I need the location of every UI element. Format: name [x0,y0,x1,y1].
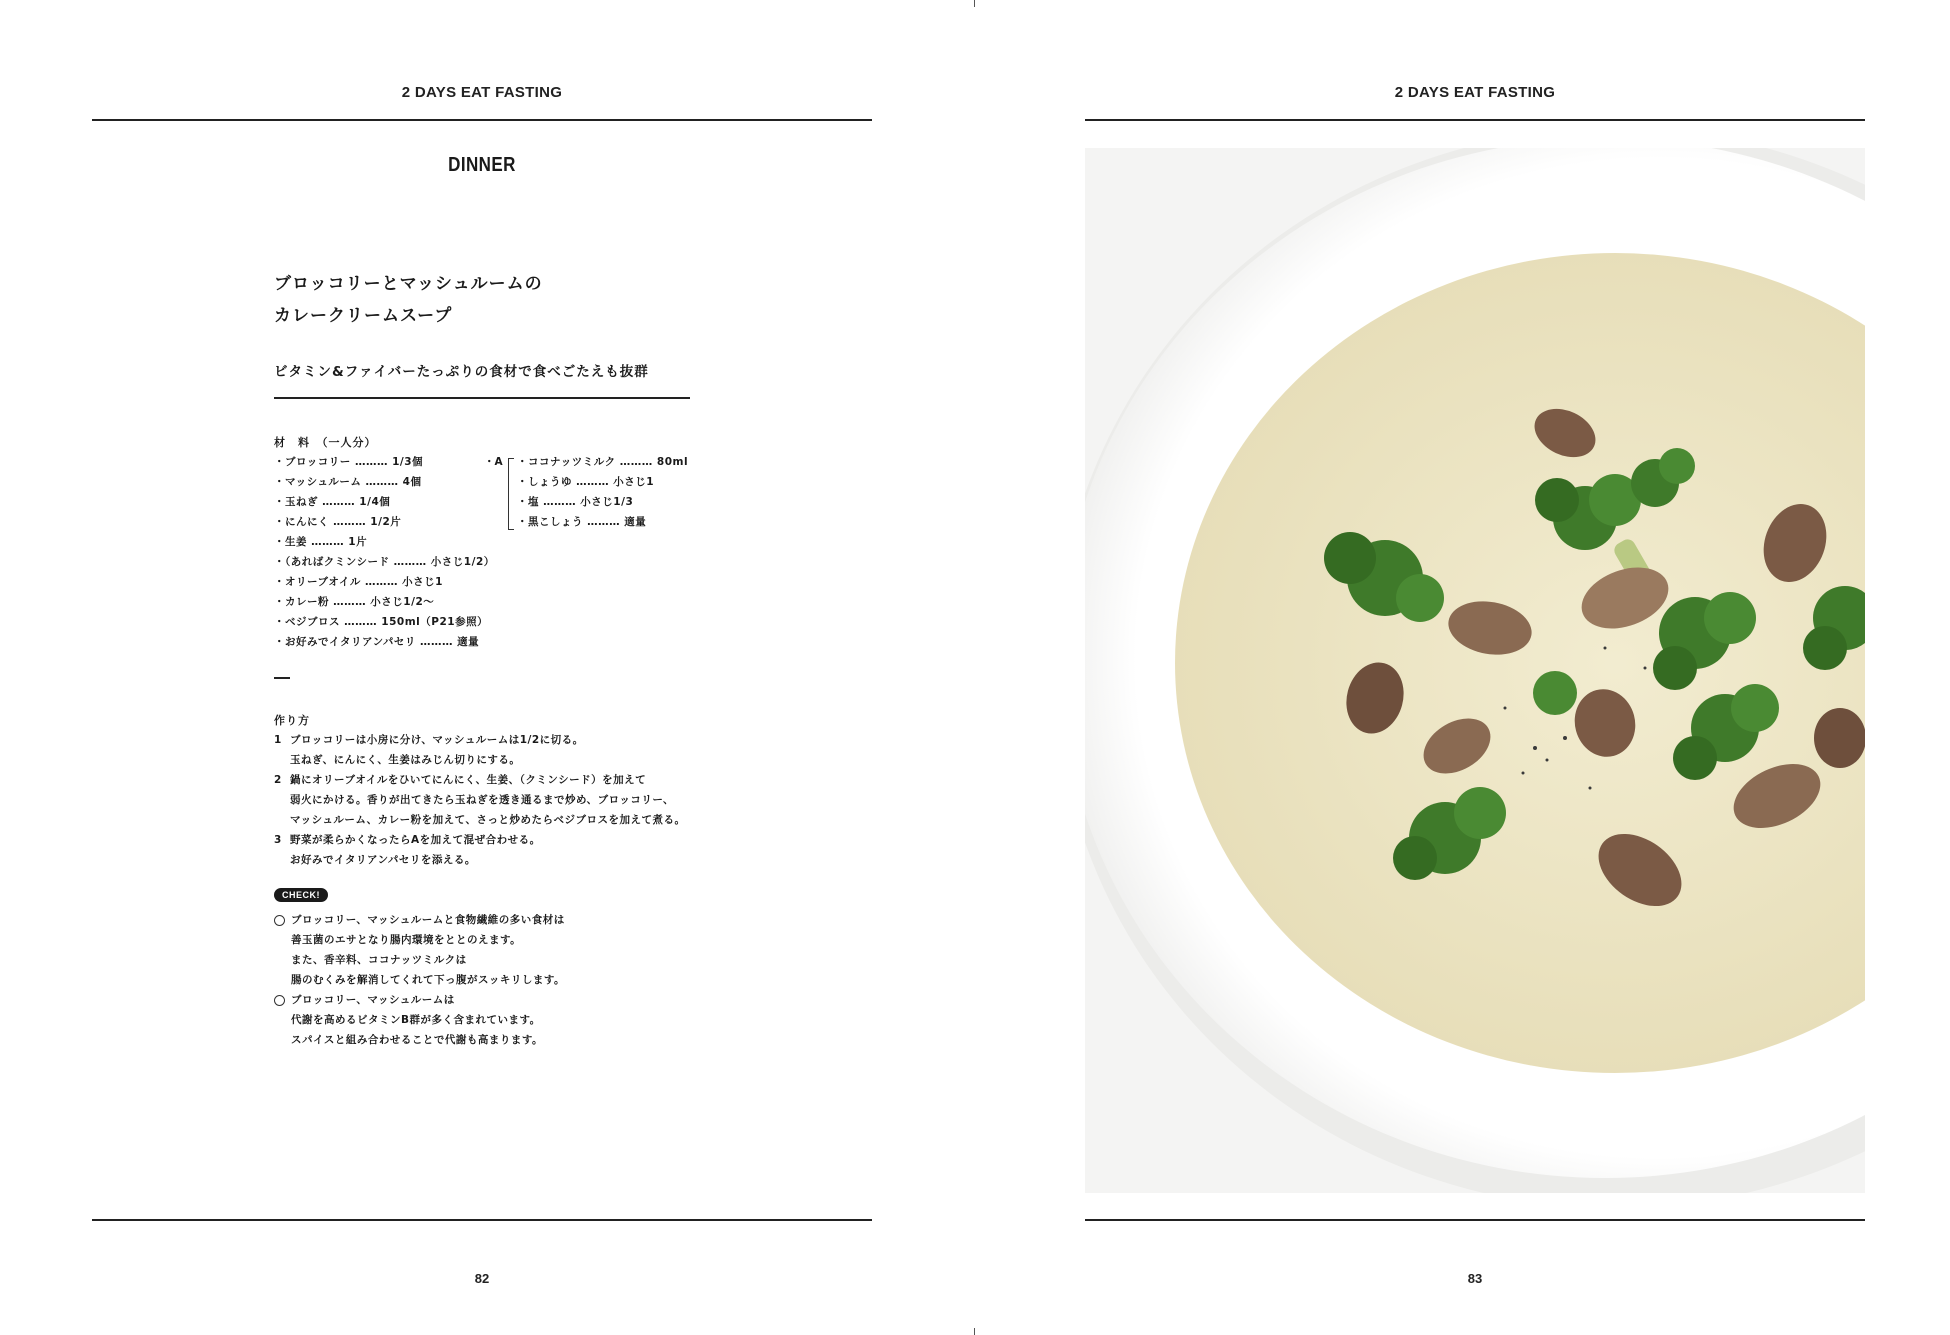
step-number: 3 [274,834,282,846]
running-head: 2 DAYS EAT FASTING [1394,84,1556,101]
check-point [274,990,565,1050]
check-line: ブロッコリー、マッシュルームは [291,994,455,1006]
check-point [274,910,565,990]
circle-bullet-icon [274,995,285,1006]
check-line: スパイスと組み合わせることで代謝も高まります。 [291,1034,544,1046]
title-line: ブロッコリーとマッシュルームの [274,274,543,294]
check-points [274,910,565,1050]
step-number: 2 [274,774,282,786]
soup-bowl-illustration [1085,148,1865,1193]
step-line: 玉ねぎ、にんにく、生姜はみじん切りにする。 [290,754,521,766]
ingredient-group-a-label: ・A [484,456,503,468]
method-step [274,830,685,870]
title-line: カレークリームスープ [274,306,453,326]
ingredient-item: ・しょうゆ ……… 小さじ1 [517,476,655,488]
method-step [274,730,685,770]
ingredient-item: ・ブロッコリー ……… 1/3個 [274,456,424,468]
check-line: また、香辛料、ココナッツミルクは [291,954,467,966]
ingredient-group-a-list [517,452,688,532]
ingredients-list [274,452,495,652]
circle-bullet-icon [274,915,285,926]
ingredient-item: ・カレー粉 ……… 小さじ1/2〜 [274,596,435,608]
footer-rule [1085,1219,1865,1221]
ingredient-item: ・ココナッツミルク ……… 80ml [517,456,689,468]
check-line: 善玉菌のエサとなり腸内環境をととのえます。 [291,934,522,946]
check-badge: CHECK! [274,888,328,902]
header-rule [1085,119,1865,121]
right-page [975,0,1950,1335]
ingredient-item: ・マッシュルーム ……… 4個 [274,476,422,488]
method-steps [274,730,685,870]
step-number: 1 [274,734,282,746]
ingredient-item: ・ベジブロス ……… 150ml（P21参照） [274,616,489,628]
broccoli-floret [1533,671,1577,715]
soup-photo [1085,148,1865,1193]
section-label: DINNER [448,154,516,176]
ingredient-item: ・玉ねぎ ……… 1/4個 [274,496,391,508]
step-line: マッシュルーム、カレー粉を加えて、さっと炒めたらベジブロスを加えて煮る。 [290,814,686,826]
step-line: 野菜が柔らかくなったらAを加えて混ぜ合わせる。 [290,834,541,846]
step-line: お好みでイタリアンパセリを添える。 [290,854,476,866]
subtitle-rule [274,397,690,399]
mushroom-half [1814,708,1865,768]
ingredient-item: ・生姜 ……… 1片 [274,536,368,548]
running-head: 2 DAYS EAT FASTING [401,84,563,101]
ingredient-item: ・黒こしょう ……… 適量 [517,516,647,528]
ingredient-item: ・お好みでイタリアンパセリ ……… 適量 [274,636,480,648]
check-line: 代謝を高めるビタミンB群が多く含まれています。 [291,1014,541,1026]
step-line: 弱火にかける。香りが出てきたら玉ねぎを透き通るまで炒め、ブロッコリー、 [290,794,674,806]
ingredient-item: ・塩 ……… 小さじ1/3 [517,496,634,508]
page-number: 83 [1467,1271,1483,1286]
step-line: 鍋にオリーブオイルをひいてにんにく、生姜、（クミンシード）を加えて [290,774,647,786]
page-number: 82 [474,1271,490,1286]
recipe-subtitle: ビタミン&ファイバーたっぷりの食材で食べごたえも抜群 [274,364,649,380]
ingredient-item: ・にんにく ……… 1/2片 [274,516,402,528]
ingredient-item: ・オリーブオイル ……… 小さじ1 [274,576,443,588]
footer-rule [92,1219,872,1221]
method-step [274,770,685,830]
check-line: 腸のむくみを解消してくれて下っ腹がスッキリします。 [291,974,566,986]
recipe-title [274,268,543,332]
section-divider-dash [274,677,290,679]
group-bracket [508,458,514,530]
ingredient-item: ・（あればクミンシード ……… 小さじ1/2） [274,556,495,568]
header-rule [92,119,872,121]
check-line: ブロッコリー、マッシュルームと食物繊維の多い食材は [291,914,565,926]
ingredients-heading: 材 料 （一人分） [274,436,377,449]
step-line: ブロッコリーは小房に分け、マッシュルームは1/2に切る。 [290,734,584,746]
method-heading: 作り方 [274,714,310,727]
